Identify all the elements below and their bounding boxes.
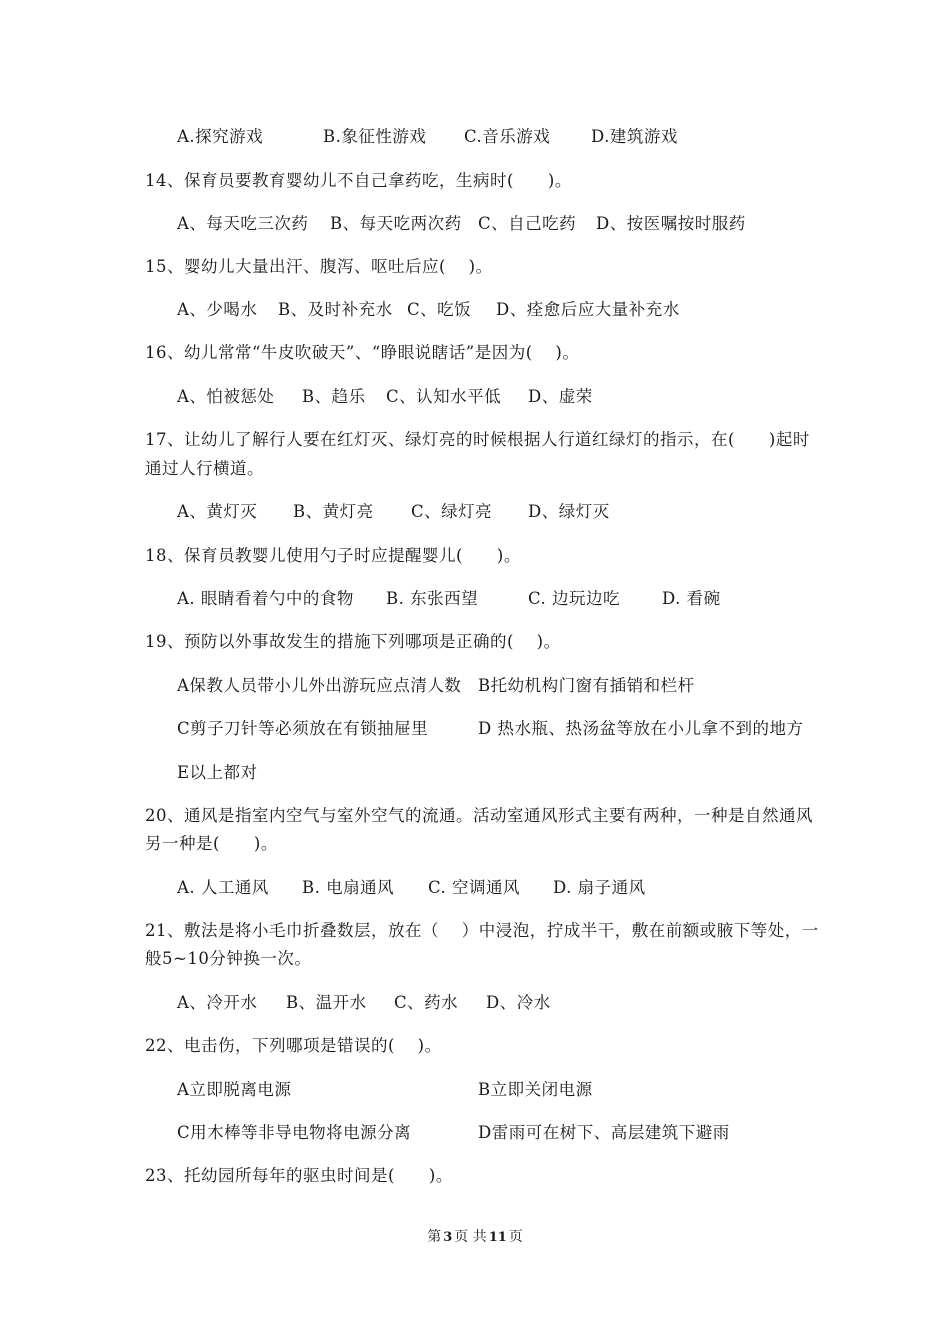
q20-option-c: C. 空调通风 <box>428 878 521 897</box>
q21-stem-line1: 21、敷法是将小毛巾折叠数层，放在（ ）中浸泡，拧成半干，敷在前额或腋下等处，一 <box>145 921 819 940</box>
q22-option-c: C用木棒等非导电物将电源分离 <box>177 1123 412 1142</box>
q21-option-c: C、药水 <box>394 993 459 1012</box>
footer-middle: 页 共 <box>454 1229 487 1245</box>
q16-option-a: A、怕被惩处 <box>177 387 275 406</box>
q16-option-d: D、虚荣 <box>528 387 593 406</box>
q17-stem-line1: 17、让幼儿了解行人要在红灯灭、绿灯亮的时候根据人行道红绿灯的指示，在( )起时 <box>145 430 810 449</box>
q15-option-d: D、痊愈后应大量补充水 <box>496 300 680 319</box>
q13-option-c: C.音乐游戏 <box>464 127 551 146</box>
q20-option-d: D. 扇子通风 <box>553 878 646 897</box>
q18-option-c: C. 边玩边吃 <box>528 589 621 608</box>
q19-option-c: C剪子刀针等必须放在有锁抽屉里 <box>177 719 429 738</box>
q19-option-a: A保教人员带小儿外出游玩应点清人数 <box>177 676 462 695</box>
q14-option-c: C、自己吃药 <box>478 214 577 233</box>
q21-option-b: B、温开水 <box>286 993 367 1012</box>
q19-option-e: E以上都对 <box>177 763 258 782</box>
q22-option-d: D雷雨可在树下、高层建筑下避雨 <box>478 1123 730 1142</box>
q16-option-b: B、趋乐 <box>302 387 366 406</box>
q22-option-a: A立即脱离电源 <box>177 1080 292 1099</box>
q22-stem: 22、电击伤，下列哪项是错误的( )。 <box>145 1036 442 1055</box>
q17-option-d: D、绿灯灭 <box>528 502 610 521</box>
footer-page-number: 3 <box>443 1230 453 1245</box>
q19-option-b: B托幼机构门窗有插销和栏杆 <box>478 676 695 695</box>
page-footer <box>0 1228 950 1247</box>
q15-option-b: B、及时补充水 <box>278 300 393 319</box>
q13-option-d: D.建筑游戏 <box>591 127 678 146</box>
footer-prefix: 第 <box>427 1229 442 1245</box>
q14-option-d: D、按医嘱按时服药 <box>596 214 746 233</box>
q18-option-b: B. 东张西望 <box>386 589 479 608</box>
q15-option-c: C、吃饭 <box>407 300 472 319</box>
q19-option-d: D 热水瓶、热汤盆等放在小儿拿不到的地方 <box>478 719 804 738</box>
q13-option-b: B.象征性游戏 <box>323 127 427 146</box>
q20-option-a: A. 人工通风 <box>177 878 269 897</box>
q21-stem-line2: 般5~10分钟换一次。 <box>145 949 312 968</box>
q20-stem-line2: 另一种是( )。 <box>145 834 278 853</box>
q13-option-a: A.探究游戏 <box>177 127 264 146</box>
q18-stem: 18、保育员教婴儿使用勺子时应提醒婴儿( )。 <box>145 546 521 565</box>
q14-option-b: B、每天吃两次药 <box>330 214 462 233</box>
q20-option-b: B. 电扇通风 <box>302 878 395 897</box>
q18-option-a: A. 眼睛看着勺中的食物 <box>177 589 354 608</box>
q21-option-d: D、冷水 <box>486 993 551 1012</box>
q16-stem: 16、幼儿常常“牛皮吹破天”、“睁眼说瞎话”是因为( )。 <box>145 343 580 362</box>
q20-stem-line1: 20、通风是指室内空气与室外空气的流通。活动室通风形式主要有两种，一种是自然通风 <box>145 806 813 825</box>
q14-stem: 14、保育员要教育婴幼儿不自己拿药吃，生病时( )。 <box>145 171 572 190</box>
q17-stem-line2: 通过人行横道。 <box>145 459 264 478</box>
q18-option-d: D. 看碗 <box>662 589 721 608</box>
q22-option-b: B立即关闭电源 <box>478 1080 593 1099</box>
q21-option-a: A、冷开水 <box>177 993 258 1012</box>
q15-option-a: A、少喝水 <box>177 300 258 319</box>
footer-total-pages: 11 <box>488 1230 507 1245</box>
q17-option-c: C、绿灯亮 <box>411 502 493 521</box>
q17-option-a: A、黄灯灭 <box>177 502 258 521</box>
q17-option-b: B、黄灯亮 <box>293 502 374 521</box>
q19-stem: 19、预防以外事故发生的措施下列哪项是正确的( )。 <box>145 632 561 651</box>
q14-option-a: A、每天吃三次药 <box>177 214 309 233</box>
q15-stem: 15、婴幼儿大量出汗、腹泻、呕吐后应( )。 <box>145 257 493 276</box>
q23-stem: 23、托幼园所每年的驱虫时间是( )。 <box>145 1166 453 1185</box>
footer-suffix: 页 <box>508 1229 523 1245</box>
q16-option-c: C、认知水平低 <box>386 387 502 406</box>
